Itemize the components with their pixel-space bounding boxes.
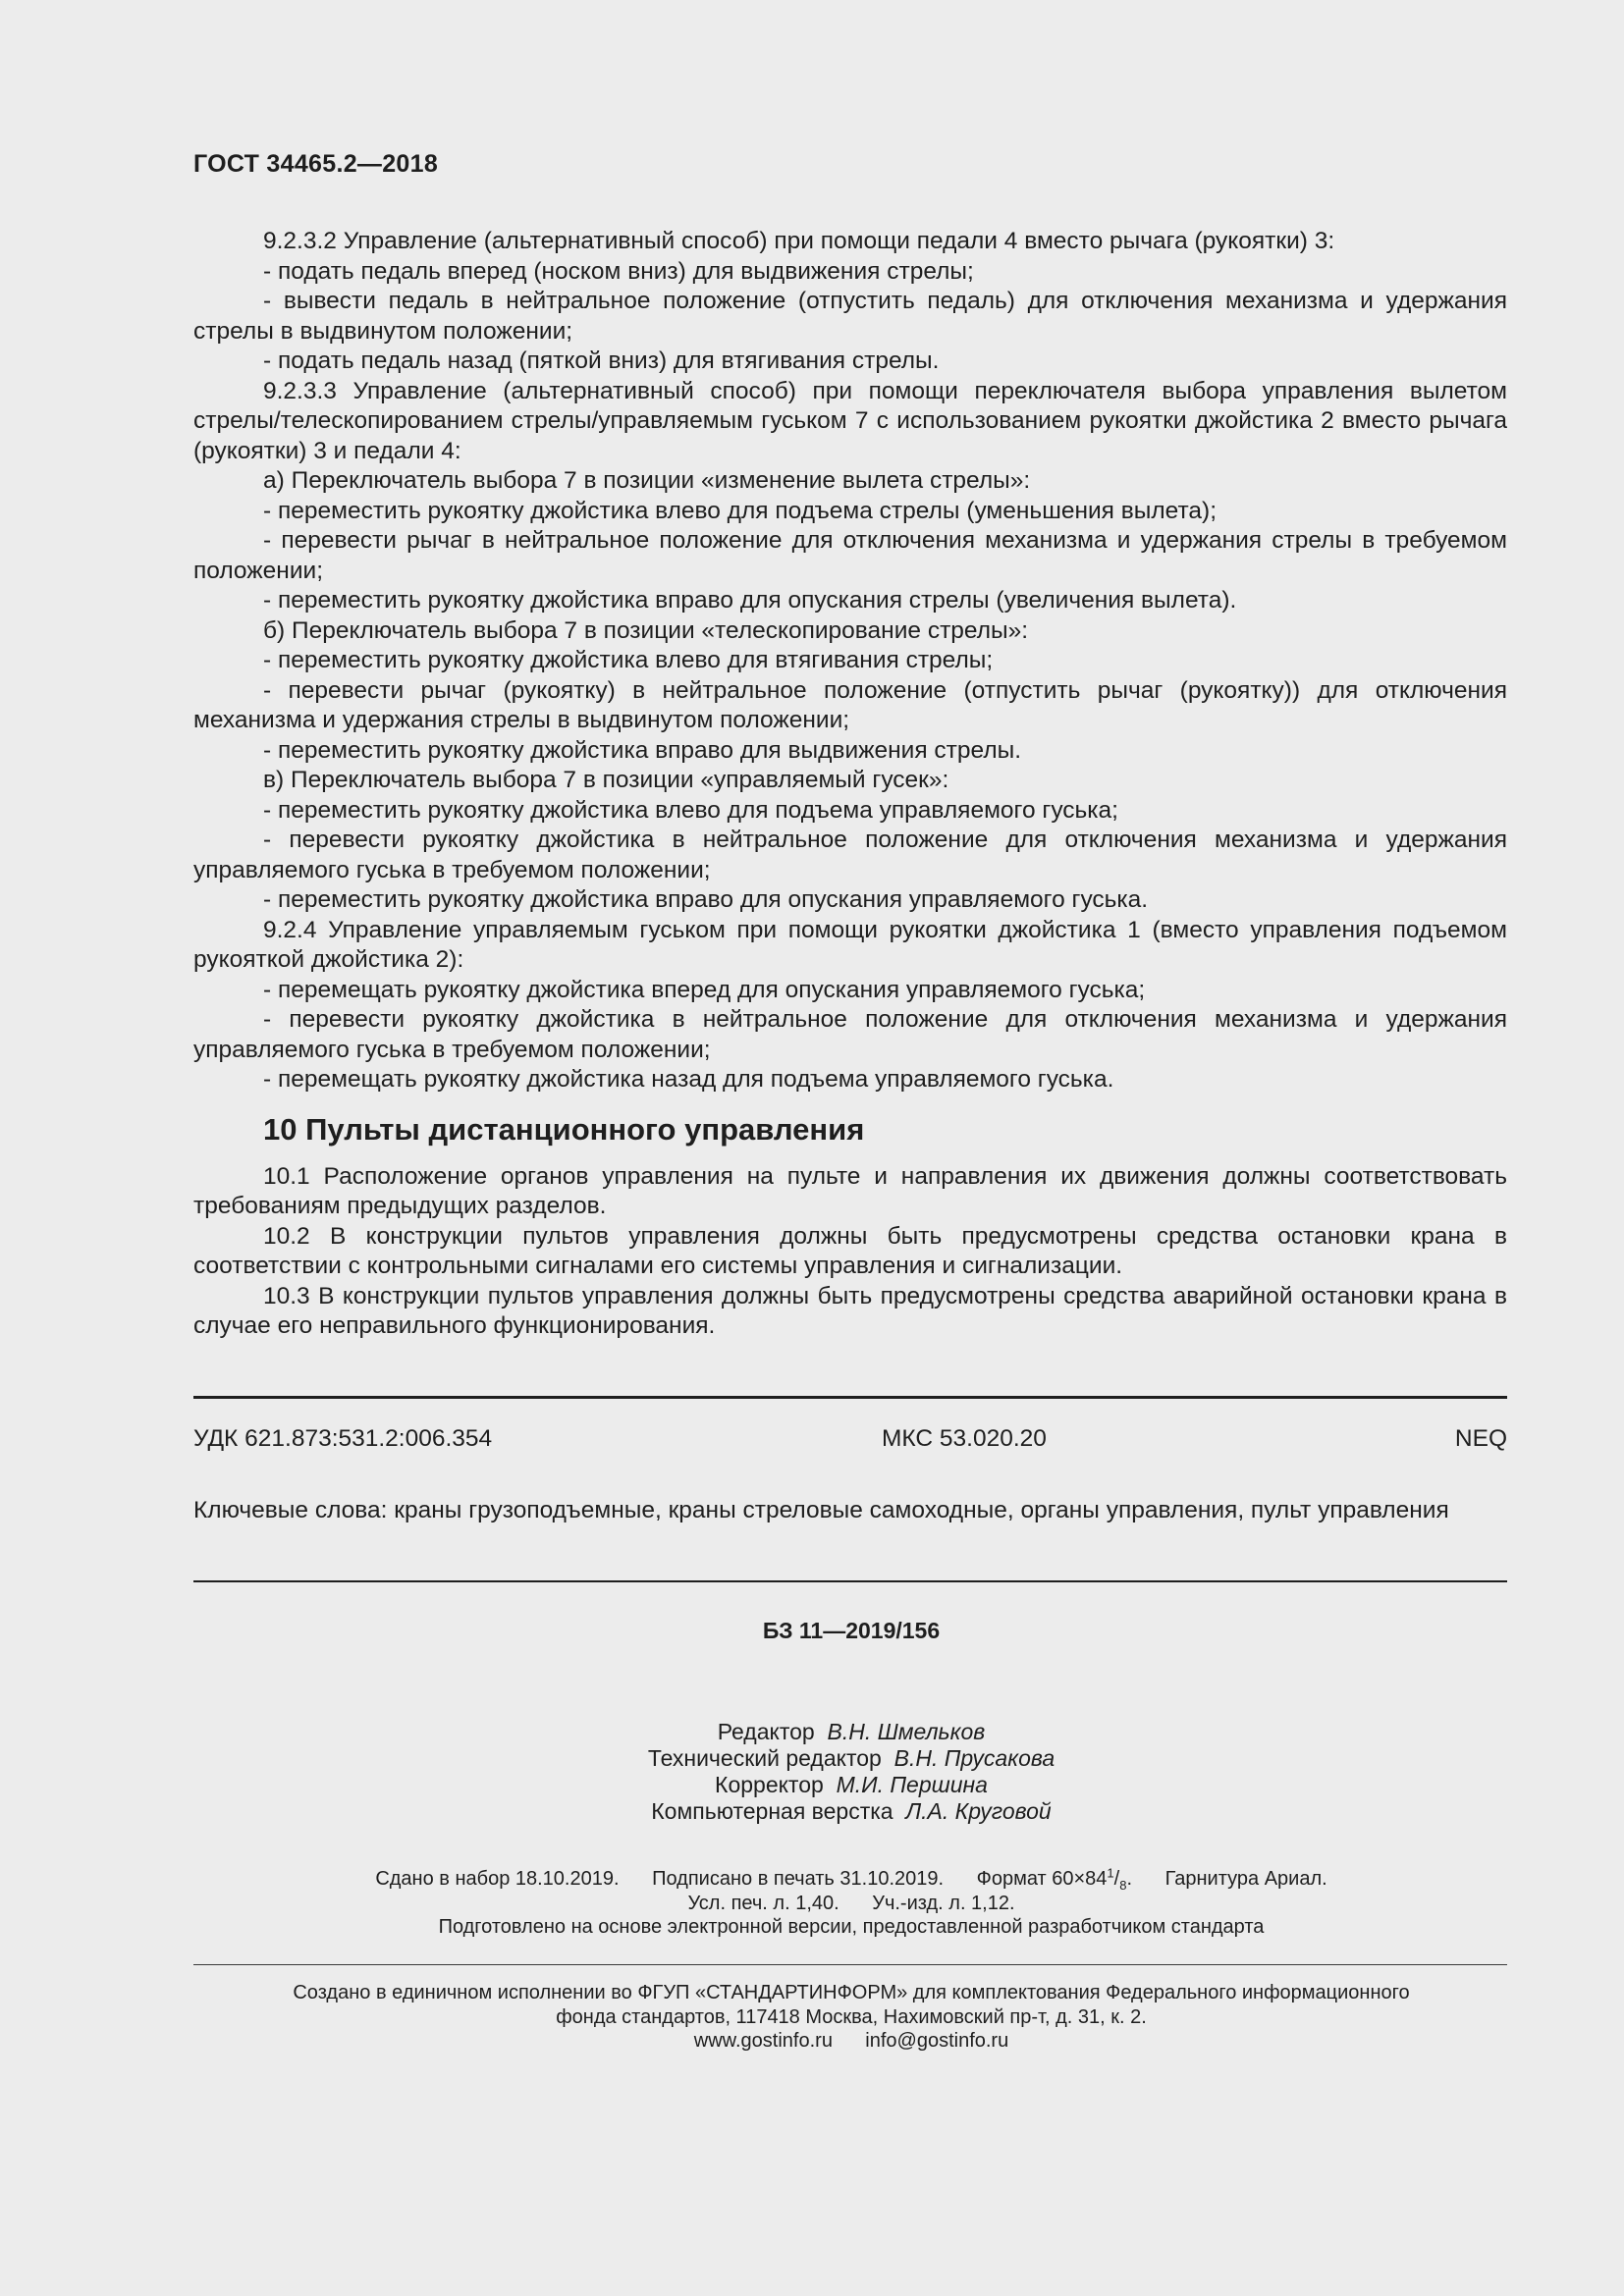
clause-paragraph: а) Переключатель выбора 7 в позиции «изменение вылета стрелы»: [263, 467, 1031, 494]
divider-keywords [193, 1580, 1507, 1582]
clause-paragraph: - подать педаль назад (пяткой вниз) для втягивания стрелы. [263, 347, 940, 374]
clause-paragraph: - переместить рукоятку джойстика вправо для опускания управляемого гуська. [263, 886, 1149, 913]
imprint-line-1 [0, 1867, 1624, 1892]
mks-code: МКС 53.020.20 [882, 1425, 1047, 1452]
clause-paragraph: 9.2.3.2 Управление (альтернативный способ) при помощи педали 4 вместо рычага (рукоятки) 3: [263, 228, 1335, 254]
publisher-sheets: Уч.-изд. л. 1,12. [872, 1892, 1015, 1914]
udc-code: УДК 621.873:531.2:006.354 [193, 1425, 493, 1452]
keywords: Ключевые слова: краны грузоподъемные, краны стреловые самоходные, органы управления, пульт управления [193, 1497, 1449, 1523]
clause-paragraph: - подать педаль вперед (носком вниз) для выдвижения стрелы; [263, 257, 974, 285]
section-10-title: 10 Пульты дистанционного управления [263, 1111, 865, 1147]
clause-paragraph: - переместить рукоятку джойстика вправо для выдвижения стрелы. [263, 736, 1022, 764]
clause-paragraph: - переместить рукоятку джойстика влево для подъема стрелы (уменьшения вылета); [263, 497, 1218, 524]
neq-mark: NEQ [1454, 1425, 1507, 1452]
clause-10-2: 10.2 В конструкции пультов управления должны быть предусмотрены средства остановки крана в соответствии с контрольными сигналами его системы управления и сигнализации. [193, 1222, 1507, 1279]
staff-line: Корректор М.И. Першина [715, 1772, 988, 1797]
created-line-2: фонда стандартов, 117418 Москва, Нахимовский пр-т, д. 31, к. 2. [556, 2005, 1147, 2028]
created-line-1: Создано в единичном исполнении во ФГУП «СТАНДАРТИНФОРМ» для комплектования Федерального информационного [293, 1982, 1410, 2003]
email-link[interactable]: info@gostinfo.ru [865, 2030, 1009, 2052]
document-body [193, 227, 1507, 1342]
clause-list [193, 227, 1507, 1095]
print-sheets: Усл. печ. л. 1,40. [687, 1892, 839, 1914]
website-link[interactable]: www.gostinfo.ru [693, 2030, 833, 2052]
clause-paragraph: - перевести рычаг в нейтральное положение для отключения механизма и удержания стрелы в требуемом положении; [193, 527, 1507, 584]
clause-paragraph: в) Переключатель выбора 7 в позиции «управляемый гусек»: [263, 767, 949, 793]
divider-top [193, 1396, 1507, 1399]
clause-paragraph: - переместить рукоятку джойстика влево для втягивания стрелы; [263, 647, 994, 673]
clause-paragraph: 9.2.3.3 Управление (альтернативный способ) при помощи переключателя выбора управления вылетом стрелы/телескопированием стрелы/управляемым гуськом 7 с использованием рукоятки джойстика 2 вместо рычага (рукоятки) 3 и педали 4: [193, 377, 1507, 464]
clause-paragraph: - перевести рукоятку джойстика в нейтральное положение для отключения механизма и удержания управляемого гуська в требуемом положении; [193, 827, 1507, 883]
clause-paragraph: б) Переключатель выбора 7 в позиции «телескопирование стрелы»: [263, 616, 1029, 644]
clause-paragraph: - переместить рукоятку джойстика вправо для опускания стрелы (увеличения вылета). [263, 587, 1237, 614]
typeface: Гарнитура Ариал. [1164, 1868, 1327, 1890]
clause-paragraph: - переместить рукоятку джойстика влево для подъема управляемого гуська; [263, 796, 1118, 824]
editorial-staff [0, 1719, 1624, 1825]
clause-paragraph: - перемещать рукоятку джойстика вперед для опускания управляемого гуська; [263, 976, 1146, 1003]
staff-line: Редактор В.Н. Шмельков [717, 1719, 986, 1744]
signed-date: Подписано в печать 31.10.2019. [652, 1868, 945, 1890]
clause-paragraph: - перевести рукоятку джойстика в нейтральное положение для отключения механизма и удержания управляемого гуська в требуемом положении; [193, 1006, 1507, 1063]
imprint-line-2 [0, 1892, 1624, 1916]
clause-paragraph: - вывести педаль в нейтральное положение (отпустить педаль) для отключения механизма и удержания стрелы в выдвинутом положении; [193, 288, 1507, 345]
bz-number: БЗ 11—2019/156 [762, 1618, 941, 1643]
clause-10-1: 10.1 Расположение органов управления на пульте и направления их движения должны соответствовать требованиям предыдущих разделов. [193, 1162, 1507, 1219]
submitted-date: Сдано в набор 18.10.2019. [375, 1868, 620, 1890]
clause-paragraph: - перевести рычаг (рукоятку) в нейтральное положение (отпустить рычаг (рукоятку)) для отключения механизма и удержания стрелы в выдвинутом положении; [193, 676, 1507, 733]
clause-paragraph: - перемещать рукоятку джойстика назад для подъема управляемого гуська. [263, 1066, 1114, 1093]
staff-line: Технический редактор В.Н. Прусакова [647, 1745, 1056, 1771]
staff-line: Компьютерная верстка Л.А. Круговой [651, 1798, 1052, 1824]
format: Формат $60\times 84^1/_8$. [976, 1865, 1132, 1893]
clause-10-3: 10.3 В конструкции пультов управления должны быть предусмотрены средства аварийной остановки крана в случае его неправильного функционирования. [193, 1282, 1507, 1339]
prepared-note: Подготовлено на основе электронной версии, предоставленной разработчиком стандарта [438, 1916, 1265, 1938]
clause-paragraph: 9.2.4 Управление управляемым гуськом при помощи рукоятки джойстика 1 (вместо управления подъемом рукояткой джойстика 2): [193, 916, 1507, 973]
document-number-header: ГОСТ 34465.2—2018 [193, 150, 439, 178]
divider-bottom [193, 1964, 1507, 1965]
contacts [0, 2029, 1624, 2054]
created-note [0, 1981, 1624, 2054]
imprint [0, 1867, 1624, 1940]
